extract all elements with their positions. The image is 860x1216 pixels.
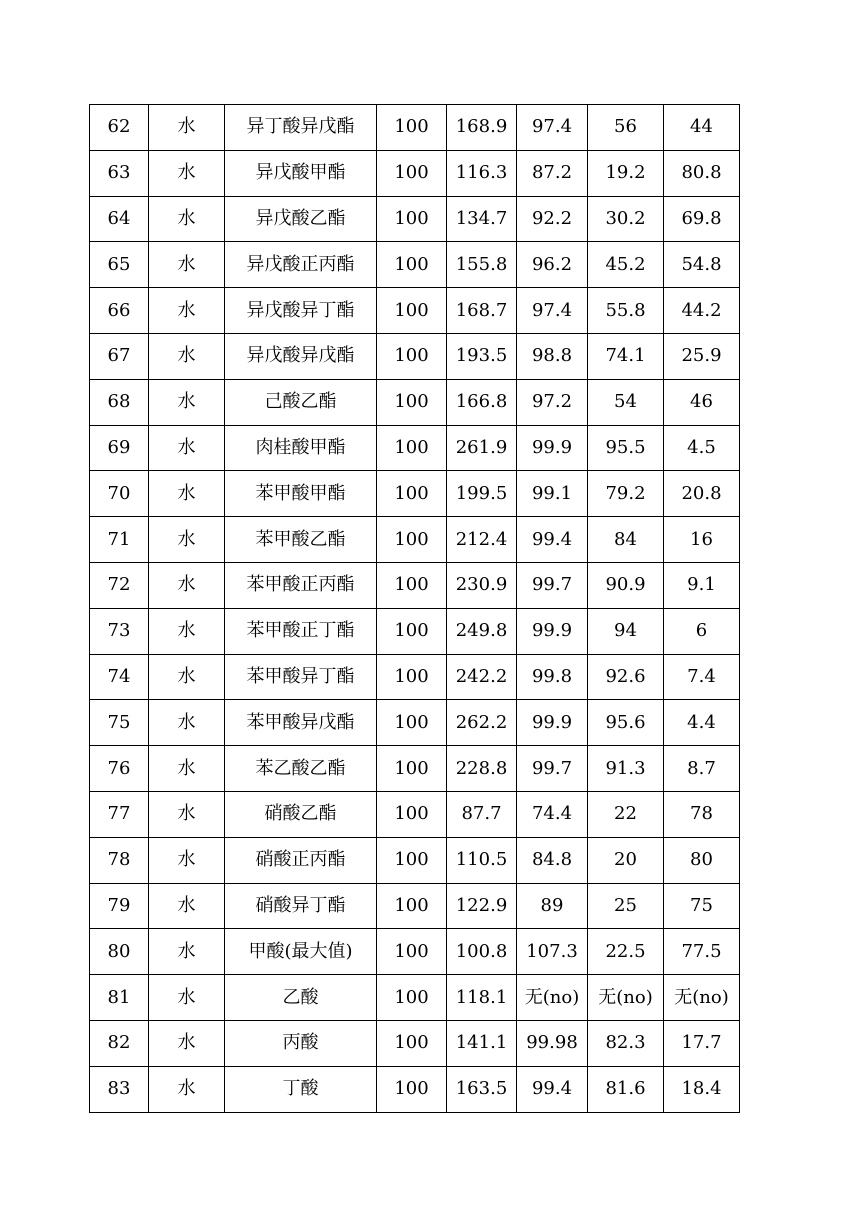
row-number-cell: 80 (90, 929, 149, 975)
table-row (90, 196, 740, 242)
azeotrope-temp-cell: 87.2 (517, 150, 588, 196)
component-a-boiling-point-cell: 100 (377, 1066, 447, 1112)
component-a-boiling-point-cell: 100 (377, 150, 447, 196)
table-body (90, 105, 740, 1113)
row-number-cell: 64 (90, 196, 149, 242)
table-row (90, 791, 740, 837)
component-b-fraction-cell: 9.1 (664, 562, 740, 608)
component-b-cell: 异戊酸甲酯 (225, 150, 377, 196)
component-a-cell: 水 (149, 288, 225, 334)
table-row (90, 242, 740, 288)
component-b-cell: 硝酸异丁酯 (225, 883, 377, 929)
table-row (90, 425, 740, 471)
component-a-cell: 水 (149, 746, 225, 792)
row-number-cell: 77 (90, 791, 149, 837)
component-b-boiling-point-cell: 262.2 (447, 700, 517, 746)
table-row (90, 105, 740, 151)
component-b-cell: 苯甲酸异戊酯 (225, 700, 377, 746)
component-b-boiling-point-cell: 249.8 (447, 608, 517, 654)
component-a-boiling-point-cell: 100 (377, 975, 447, 1021)
component-a-cell: 水 (149, 105, 225, 151)
component-b-boiling-point-cell: 166.8 (447, 379, 517, 425)
component-a-boiling-point-cell: 100 (377, 105, 447, 151)
table-row (90, 150, 740, 196)
component-a-cell: 水 (149, 1020, 225, 1066)
component-b-fraction-cell: 78 (664, 791, 740, 837)
component-a-cell: 水 (149, 333, 225, 379)
component-b-fraction-cell: 75 (664, 883, 740, 929)
component-a-fraction-cell: 90.9 (588, 562, 664, 608)
component-a-cell: 水 (149, 837, 225, 883)
component-a-boiling-point-cell: 100 (377, 791, 447, 837)
component-b-fraction-cell: 4.5 (664, 425, 740, 471)
component-a-cell: 水 (149, 562, 225, 608)
component-a-fraction-cell: 45.2 (588, 242, 664, 288)
component-b-boiling-point-cell: 168.7 (447, 288, 517, 334)
component-b-fraction-cell: 8.7 (664, 746, 740, 792)
azeotrope-temp-cell: 74.4 (517, 791, 588, 837)
component-a-fraction-cell: 54 (588, 379, 664, 425)
component-b-cell: 苯甲酸异丁酯 (225, 654, 377, 700)
table-row (90, 608, 740, 654)
component-a-cell: 水 (149, 975, 225, 1021)
table-row (90, 1066, 740, 1112)
component-b-boiling-point-cell: 116.3 (447, 150, 517, 196)
component-a-fraction-cell: 55.8 (588, 288, 664, 334)
component-b-cell: 苯甲酸甲酯 (225, 471, 377, 517)
component-a-boiling-point-cell: 100 (377, 654, 447, 700)
row-number-cell: 75 (90, 700, 149, 746)
component-a-boiling-point-cell: 100 (377, 379, 447, 425)
component-a-boiling-point-cell: 100 (377, 333, 447, 379)
component-a-fraction-cell: 无(no) (588, 975, 664, 1021)
component-a-cell: 水 (149, 1066, 225, 1112)
table-row (90, 746, 740, 792)
table-row (90, 1020, 740, 1066)
azeotrope-temp-cell: 97.4 (517, 288, 588, 334)
azeotrope-temp-cell: 98.8 (517, 333, 588, 379)
azeotrope-temp-cell: 无(no) (517, 975, 588, 1021)
component-a-fraction-cell: 22.5 (588, 929, 664, 975)
azeotrope-temp-cell: 99.9 (517, 700, 588, 746)
component-a-boiling-point-cell: 100 (377, 517, 447, 563)
component-a-fraction-cell: 20 (588, 837, 664, 883)
component-b-boiling-point-cell: 155.8 (447, 242, 517, 288)
table-row (90, 975, 740, 1021)
azeotrope-temp-cell: 84.8 (517, 837, 588, 883)
row-number-cell: 66 (90, 288, 149, 334)
component-a-cell: 水 (149, 929, 225, 975)
component-a-fraction-cell: 74.1 (588, 333, 664, 379)
component-a-cell: 水 (149, 196, 225, 242)
azeotrope-temp-cell: 99.4 (517, 517, 588, 563)
component-b-cell: 苯乙酸乙酯 (225, 746, 377, 792)
azeotrope-temp-cell: 99.4 (517, 1066, 588, 1112)
component-b-cell: 丁酸 (225, 1066, 377, 1112)
table-row (90, 333, 740, 379)
component-b-cell: 硝酸乙酯 (225, 791, 377, 837)
component-a-boiling-point-cell: 100 (377, 746, 447, 792)
component-a-fraction-cell: 19.2 (588, 150, 664, 196)
row-number-cell: 71 (90, 517, 149, 563)
row-number-cell: 72 (90, 562, 149, 608)
component-a-fraction-cell: 22 (588, 791, 664, 837)
row-number-cell: 78 (90, 837, 149, 883)
azeotrope-temp-cell: 97.4 (517, 105, 588, 151)
component-b-cell: 乙酸 (225, 975, 377, 1021)
component-a-cell: 水 (149, 425, 225, 471)
component-b-fraction-cell: 6 (664, 608, 740, 654)
azeotrope-temp-cell: 99.7 (517, 562, 588, 608)
component-b-cell: 异戊酸异丁酯 (225, 288, 377, 334)
component-b-fraction-cell: 77.5 (664, 929, 740, 975)
row-number-cell: 69 (90, 425, 149, 471)
component-a-boiling-point-cell: 100 (377, 425, 447, 471)
component-b-cell: 丙酸 (225, 1020, 377, 1066)
component-a-cell: 水 (149, 150, 225, 196)
component-b-fraction-cell: 80 (664, 837, 740, 883)
component-a-fraction-cell: 30.2 (588, 196, 664, 242)
component-a-boiling-point-cell: 100 (377, 929, 447, 975)
row-number-cell: 81 (90, 975, 149, 1021)
component-b-cell: 异丁酸异戊酯 (225, 105, 377, 151)
component-a-boiling-point-cell: 100 (377, 471, 447, 517)
component-b-fraction-cell: 44 (664, 105, 740, 151)
component-b-cell: 苯甲酸乙酯 (225, 517, 377, 563)
component-b-boiling-point-cell: 193.5 (447, 333, 517, 379)
table-row (90, 379, 740, 425)
component-a-cell: 水 (149, 471, 225, 517)
table-row (90, 471, 740, 517)
component-b-boiling-point-cell: 163.5 (447, 1066, 517, 1112)
component-b-cell: 苯甲酸正丁酯 (225, 608, 377, 654)
component-a-boiling-point-cell: 100 (377, 562, 447, 608)
component-a-cell: 水 (149, 608, 225, 654)
table-row (90, 700, 740, 746)
component-b-boiling-point-cell: 87.7 (447, 791, 517, 837)
azeotrope-temp-cell: 96.2 (517, 242, 588, 288)
table-row (90, 883, 740, 929)
component-a-boiling-point-cell: 100 (377, 1020, 447, 1066)
table-row (90, 517, 740, 563)
component-a-cell: 水 (149, 791, 225, 837)
component-b-cell: 甲酸(最大值) (225, 929, 377, 975)
component-b-fraction-cell: 44.2 (664, 288, 740, 334)
table-row (90, 837, 740, 883)
component-b-fraction-cell: 69.8 (664, 196, 740, 242)
row-number-cell: 83 (90, 1066, 149, 1112)
component-a-fraction-cell: 84 (588, 517, 664, 563)
azeotrope-temp-cell: 99.7 (517, 746, 588, 792)
component-b-cell: 硝酸正丙酯 (225, 837, 377, 883)
component-b-fraction-cell: 54.8 (664, 242, 740, 288)
azeotrope-temp-cell: 99.1 (517, 471, 588, 517)
component-b-fraction-cell: 18.4 (664, 1066, 740, 1112)
component-a-fraction-cell: 79.2 (588, 471, 664, 517)
component-b-fraction-cell: 17.7 (664, 1020, 740, 1066)
component-b-boiling-point-cell: 134.7 (447, 196, 517, 242)
component-a-fraction-cell: 81.6 (588, 1066, 664, 1112)
row-number-cell: 73 (90, 608, 149, 654)
component-a-cell: 水 (149, 700, 225, 746)
component-b-boiling-point-cell: 100.8 (447, 929, 517, 975)
component-a-boiling-point-cell: 100 (377, 700, 447, 746)
azeotrope-temp-cell: 97.2 (517, 379, 588, 425)
component-a-fraction-cell: 92.6 (588, 654, 664, 700)
component-a-fraction-cell: 56 (588, 105, 664, 151)
component-a-cell: 水 (149, 379, 225, 425)
row-number-cell: 65 (90, 242, 149, 288)
component-b-boiling-point-cell: 230.9 (447, 562, 517, 608)
row-number-cell: 63 (90, 150, 149, 196)
component-a-cell: 水 (149, 242, 225, 288)
component-b-cell: 异戊酸乙酯 (225, 196, 377, 242)
component-b-cell: 己酸乙酯 (225, 379, 377, 425)
component-a-boiling-point-cell: 100 (377, 608, 447, 654)
row-number-cell: 70 (90, 471, 149, 517)
component-a-boiling-point-cell: 100 (377, 288, 447, 334)
component-b-boiling-point-cell: 122.9 (447, 883, 517, 929)
component-a-fraction-cell: 91.3 (588, 746, 664, 792)
row-number-cell: 74 (90, 654, 149, 700)
row-number-cell: 76 (90, 746, 149, 792)
component-b-cell: 异戊酸异戊酯 (225, 333, 377, 379)
table-row (90, 929, 740, 975)
table-row (90, 562, 740, 608)
component-b-boiling-point-cell: 118.1 (447, 975, 517, 1021)
component-a-cell: 水 (149, 517, 225, 563)
component-b-cell: 苯甲酸正丙酯 (225, 562, 377, 608)
component-b-boiling-point-cell: 110.5 (447, 837, 517, 883)
component-b-boiling-point-cell: 212.4 (447, 517, 517, 563)
row-number-cell: 79 (90, 883, 149, 929)
component-b-boiling-point-cell: 199.5 (447, 471, 517, 517)
azeotrope-data-table (89, 104, 740, 1113)
row-number-cell: 82 (90, 1020, 149, 1066)
component-a-boiling-point-cell: 100 (377, 883, 447, 929)
component-a-boiling-point-cell: 100 (377, 837, 447, 883)
azeotrope-temp-cell: 107.3 (517, 929, 588, 975)
component-a-cell: 水 (149, 654, 225, 700)
component-b-fraction-cell: 无(no) (664, 975, 740, 1021)
component-b-fraction-cell: 46 (664, 379, 740, 425)
azeotrope-temp-cell: 99.9 (517, 608, 588, 654)
component-b-fraction-cell: 20.8 (664, 471, 740, 517)
component-b-fraction-cell: 80.8 (664, 150, 740, 196)
component-b-fraction-cell: 16 (664, 517, 740, 563)
row-number-cell: 67 (90, 333, 149, 379)
table-row (90, 654, 740, 700)
component-b-fraction-cell: 25.9 (664, 333, 740, 379)
component-b-boiling-point-cell: 242.2 (447, 654, 517, 700)
component-b-boiling-point-cell: 141.1 (447, 1020, 517, 1066)
component-a-fraction-cell: 95.5 (588, 425, 664, 471)
component-b-cell: 异戊酸正丙酯 (225, 242, 377, 288)
azeotrope-temp-cell: 99.8 (517, 654, 588, 700)
component-a-boiling-point-cell: 100 (377, 242, 447, 288)
component-a-fraction-cell: 94 (588, 608, 664, 654)
component-a-boiling-point-cell: 100 (377, 196, 447, 242)
azeotrope-temp-cell: 89 (517, 883, 588, 929)
azeotrope-temp-cell: 99.98 (517, 1020, 588, 1066)
component-b-boiling-point-cell: 228.8 (447, 746, 517, 792)
component-b-fraction-cell: 4.4 (664, 700, 740, 746)
component-a-fraction-cell: 95.6 (588, 700, 664, 746)
azeotrope-temp-cell: 99.9 (517, 425, 588, 471)
component-a-fraction-cell: 25 (588, 883, 664, 929)
component-a-cell: 水 (149, 883, 225, 929)
table-row (90, 288, 740, 334)
azeotrope-temp-cell: 92.2 (517, 196, 588, 242)
component-b-fraction-cell: 7.4 (664, 654, 740, 700)
component-b-cell: 肉桂酸甲酯 (225, 425, 377, 471)
row-number-cell: 68 (90, 379, 149, 425)
component-b-boiling-point-cell: 261.9 (447, 425, 517, 471)
component-b-boiling-point-cell: 168.9 (447, 105, 517, 151)
row-number-cell: 62 (90, 105, 149, 151)
component-a-fraction-cell: 82.3 (588, 1020, 664, 1066)
